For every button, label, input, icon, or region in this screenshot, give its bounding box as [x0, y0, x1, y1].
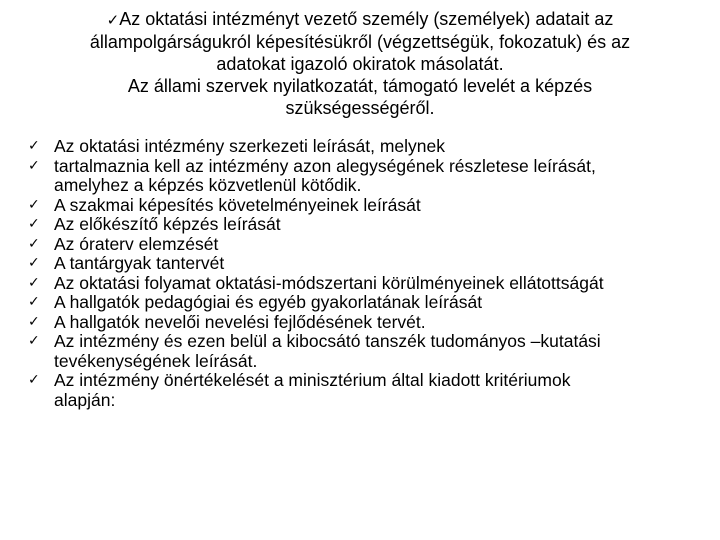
checkmark-icon: ✓ [28, 157, 40, 174]
item-text: amelyhez a képzés közvetlenül kötődik. [54, 175, 362, 195]
item-text: tevékenységének leírását. [54, 350, 258, 371]
checkmark-icon: ✓ [28, 235, 40, 252]
item-text: Az óraterv elemzését [54, 233, 219, 254]
item-text: A tantárgyak tantervét [54, 253, 225, 273]
checkmark-icon: ✓ [106, 11, 120, 29]
checklist-item [28, 137, 708, 157]
item-text: Az oktatási intézmény szerkezeti leírását, melynek [54, 136, 445, 156]
checklist-item [28, 293, 708, 313]
intro-line: állampolgárságukról képesítésükről (végzettségük, fokozatuk) és az [89, 32, 631, 52]
checklist-item [28, 274, 708, 294]
item-text: Az intézmény önértékelését a minisztérium által kiadott kritériumok [54, 370, 571, 390]
intro-text: Az oktatási intézményt vezető személy (személyek) adatait az [119, 9, 614, 29]
checkmark-icon: ✓ [28, 294, 40, 310]
checkmark-icon: ✓ [28, 313, 40, 330]
requirements-checklist [28, 137, 708, 410]
item-text: A hallgatók pedagógiai és egyéb gyakorlatának leírását [54, 292, 483, 312]
intro-line: adatokat igazoló okiratok másolatát. [216, 54, 504, 74]
checklist-item [28, 196, 708, 216]
checkmark-icon: ✓ [28, 255, 40, 271]
checklist-item [28, 371, 708, 410]
intro-line [20, 8, 700, 31]
item-text: A szakmai képesítés követelményeinek leírását [54, 194, 421, 215]
checklist-item [28, 313, 708, 333]
checkmark-icon: ✓ [28, 274, 40, 291]
item-text: alapján: [54, 389, 116, 410]
checklist-item [28, 332, 708, 371]
checkmark-icon: ✓ [28, 196, 40, 213]
item-text: Az intézmény és ezen belül a kibocsátó tanszék tudományos –kutatási [54, 331, 601, 351]
item-text: Az oktatási folyamat oktatási-módszertani körülményeinek ellátottságát [54, 272, 604, 293]
checkmark-icon: ✓ [28, 138, 40, 154]
checklist-item [28, 235, 708, 255]
checklist-item [28, 215, 708, 235]
checkmark-icon: ✓ [28, 333, 40, 349]
checklist-item [28, 254, 708, 274]
checkmark-icon: ✓ [28, 216, 40, 232]
intro-line: Az állami szervek nyilatkozatát, támogató levelét a képzés [127, 76, 593, 96]
intro-paragraph [20, 8, 700, 119]
item-text: Az előkészítő képzés leírását [54, 214, 281, 234]
item-text: A hallgatók nevelői nevelési fejlődésének tervét. [54, 311, 426, 332]
checkmark-icon: ✓ [28, 372, 40, 388]
checklist-item [28, 157, 708, 196]
intro-line: szükségességéről. [285, 98, 435, 118]
item-text: tartalmaznia kell az intézmény azon alegységének részletese leírását, [54, 155, 596, 176]
